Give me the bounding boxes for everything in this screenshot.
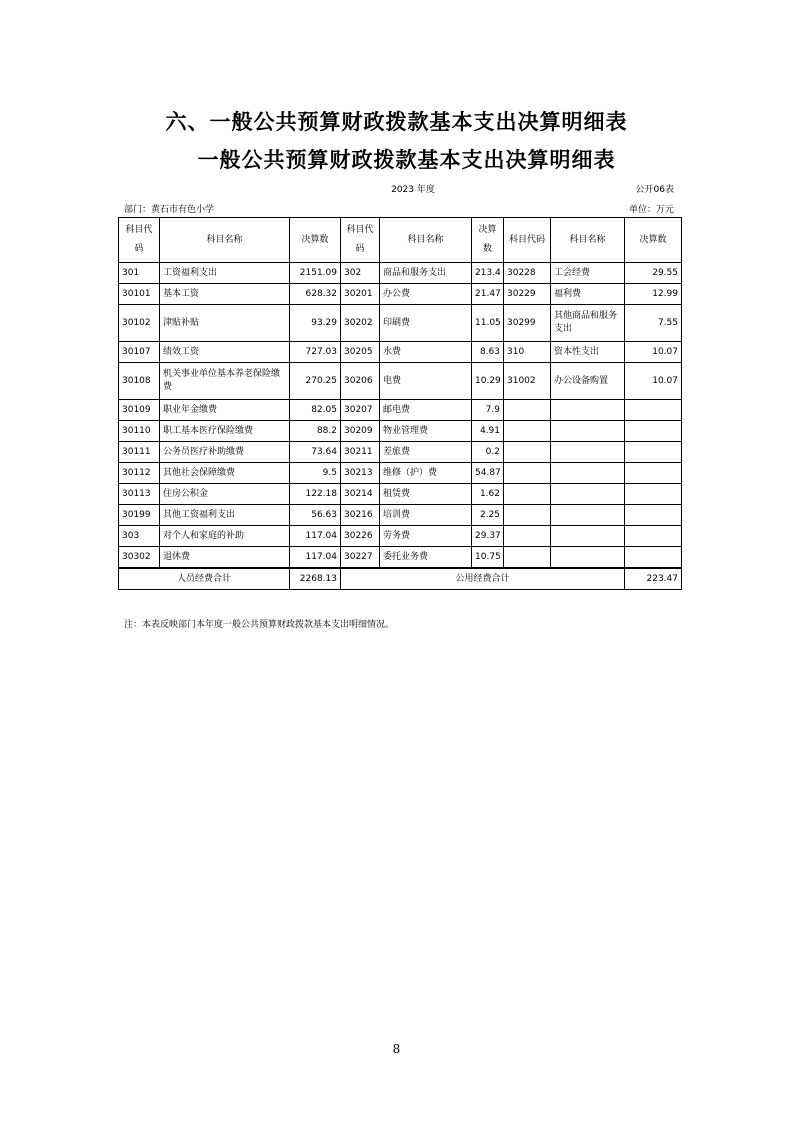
name-cell-2: 商品和服务支出	[380, 263, 472, 284]
personnel-total-value: 2268.13	[290, 568, 341, 590]
code-cell-3: 30299	[504, 305, 551, 342]
name-cell-3	[551, 526, 625, 547]
code-cell-1: 30102	[119, 305, 160, 342]
amount-cell-1: 82.05	[290, 400, 341, 421]
header-code-2: 科目代码	[341, 218, 380, 263]
amount-cell-1: 122.18	[290, 484, 341, 505]
code-cell-1: 30107	[119, 342, 160, 363]
amount-cell-1: 270.25	[290, 363, 341, 400]
code-cell-3	[504, 547, 551, 569]
amount-cell-1: 727.03	[290, 342, 341, 363]
code-cell-2: 30211	[341, 442, 380, 463]
table-row	[119, 263, 682, 284]
name-cell-3	[551, 421, 625, 442]
name-cell-2: 电费	[380, 363, 472, 400]
name-cell-1: 绩效工资	[160, 342, 290, 363]
amount-cell-3	[625, 421, 682, 442]
name-cell-2: 劳务费	[380, 526, 472, 547]
header-name-2: 科目名称	[380, 218, 472, 263]
name-cell-3	[551, 463, 625, 484]
table-row	[119, 284, 682, 305]
name-cell-1: 机关事业单位基本养老保险缴费	[160, 363, 290, 400]
code-cell-3	[504, 505, 551, 526]
name-cell-1: 公务员医疗补助缴费	[160, 442, 290, 463]
public-total-label: 公用经费合计	[341, 568, 625, 590]
code-cell-3	[504, 484, 551, 505]
expenditure-table	[118, 217, 682, 590]
code-cell-1: 303	[119, 526, 160, 547]
year-label: 2023 年度	[391, 185, 435, 195]
name-cell-1: 基本工资	[160, 284, 290, 305]
amount-cell-2: 11.05	[472, 305, 504, 342]
code-cell-1: 30199	[119, 505, 160, 526]
code-cell-2: 30227	[341, 547, 380, 569]
name-cell-2: 印刷费	[380, 305, 472, 342]
code-cell-1: 30111	[119, 442, 160, 463]
section-title: 六、一般公共预算财政拨款基本支出决算明细表	[165, 110, 628, 134]
header-amount-1: 决算数	[290, 218, 341, 263]
amount-cell-2: 54.87	[472, 463, 504, 484]
name-cell-2: 委托业务费	[380, 547, 472, 569]
code-cell-1: 30110	[119, 421, 160, 442]
amount-cell-2: 1.62	[472, 484, 504, 505]
name-cell-3: 其他商品和服务支出	[551, 305, 625, 342]
code-cell-2: 30207	[341, 400, 380, 421]
amount-cell-2: 21.47	[472, 284, 504, 305]
public-total-value: 223.47	[625, 568, 682, 590]
amount-cell-3	[625, 442, 682, 463]
amount-cell-3: 7.55	[625, 305, 682, 342]
amount-cell-1: 2151.09	[290, 263, 341, 284]
amount-cell-2: 7.9	[472, 400, 504, 421]
amount-cell-3	[625, 505, 682, 526]
amount-cell-3: 10.07	[625, 342, 682, 363]
amount-cell-3	[625, 547, 682, 569]
name-cell-2: 差旅费	[380, 442, 472, 463]
header-name-3: 科目名称	[551, 218, 625, 263]
code-cell-2: 30214	[341, 484, 380, 505]
name-cell-2: 物业管理费	[380, 421, 472, 442]
name-cell-1: 津贴补贴	[160, 305, 290, 342]
amount-cell-1: 88.2	[290, 421, 341, 442]
name-cell-3	[551, 505, 625, 526]
table-row	[119, 342, 682, 363]
table-row	[119, 442, 682, 463]
code-cell-1: 30113	[119, 484, 160, 505]
table-row	[119, 484, 682, 505]
amount-cell-3	[625, 526, 682, 547]
name-cell-2: 租赁费	[380, 484, 472, 505]
totals-row	[119, 568, 682, 590]
amount-cell-3	[625, 484, 682, 505]
name-cell-1: 职业年金缴费	[160, 400, 290, 421]
code-cell-3: 30228	[504, 263, 551, 284]
code-cell-2: 30206	[341, 363, 380, 400]
amount-cell-2: 213.4	[472, 263, 504, 284]
code-cell-3	[504, 400, 551, 421]
code-cell-2: 302	[341, 263, 380, 284]
table-row	[119, 463, 682, 484]
name-cell-1: 其他工资福利支出	[160, 505, 290, 526]
amount-cell-1: 117.04	[290, 526, 341, 547]
name-cell-2: 培训费	[380, 505, 472, 526]
code-cell-1: 30112	[119, 463, 160, 484]
code-cell-3	[504, 421, 551, 442]
table-title: 一般公共预算财政拨款基本支出决算明细表	[197, 148, 616, 172]
department-label: 部门：黄石市有色小学	[124, 205, 215, 215]
amount-cell-3	[625, 463, 682, 484]
amount-cell-3	[625, 400, 682, 421]
code-cell-3	[504, 442, 551, 463]
table-row	[119, 400, 682, 421]
footnote: 注：本表反映部门本年度一般公共预算财政拨款基本支出明细情况。	[124, 620, 395, 630]
amount-cell-2: 8.63	[472, 342, 504, 363]
name-cell-3: 工会经费	[551, 263, 625, 284]
name-cell-1: 对个人和家庭的补助	[160, 526, 290, 547]
page-number: 8	[392, 1042, 401, 1056]
name-cell-1: 退休费	[160, 547, 290, 569]
header-code-1: 科目代码	[119, 218, 160, 263]
code-cell-2: 30205	[341, 342, 380, 363]
code-cell-1: 30302	[119, 547, 160, 569]
code-cell-1: 301	[119, 263, 160, 284]
name-cell-2: 维修（护）费	[380, 463, 472, 484]
amount-cell-2: 10.29	[472, 363, 504, 400]
amount-cell-1: 93.29	[290, 305, 341, 342]
name-cell-2: 邮电费	[380, 400, 472, 421]
amount-cell-1: 73.64	[290, 442, 341, 463]
table-row	[119, 526, 682, 547]
name-cell-1: 工资福利支出	[160, 263, 290, 284]
table-row	[119, 363, 682, 400]
code-cell-2: 30202	[341, 305, 380, 342]
amount-cell-1: 628.32	[290, 284, 341, 305]
code-cell-3: 30229	[504, 284, 551, 305]
code-cell-3	[504, 463, 551, 484]
code-cell-2: 30216	[341, 505, 380, 526]
name-cell-2: 办公费	[380, 284, 472, 305]
code-cell-3	[504, 526, 551, 547]
name-cell-1: 职工基本医疗保险缴费	[160, 421, 290, 442]
header-code-3: 科目代码	[504, 218, 551, 263]
personnel-total-label: 人员经费合计	[119, 568, 290, 590]
table-row	[119, 421, 682, 442]
amount-cell-1: 117.04	[290, 547, 341, 569]
header-amount-3: 决算数	[625, 218, 682, 263]
code-cell-1: 30101	[119, 284, 160, 305]
code-cell-2: 30213	[341, 463, 380, 484]
name-cell-3: 办公设备购置	[551, 363, 625, 400]
table-row	[119, 547, 682, 569]
code-cell-2: 30226	[341, 526, 380, 547]
amount-cell-3: 12.99	[625, 284, 682, 305]
name-cell-3: 资本性支出	[551, 342, 625, 363]
code-cell-3: 310	[504, 342, 551, 363]
code-cell-2: 30201	[341, 284, 380, 305]
header-amount-2: 决算数	[472, 218, 504, 263]
amount-cell-2: 2.25	[472, 505, 504, 526]
code-cell-1: 30109	[119, 400, 160, 421]
unit-label: 单位：万元	[628, 205, 674, 215]
amount-cell-3: 29.55	[625, 263, 682, 284]
name-cell-3	[551, 400, 625, 421]
name-cell-1: 其他社会保障缴费	[160, 463, 290, 484]
table-row	[119, 505, 682, 526]
name-cell-3	[551, 547, 625, 569]
amount-cell-1: 9.5	[290, 463, 341, 484]
header-row	[119, 218, 682, 263]
amount-cell-2: 0.2	[472, 442, 504, 463]
code-cell-3: 31002	[504, 363, 551, 400]
name-cell-3	[551, 484, 625, 505]
form-number: 公开06表	[635, 185, 674, 195]
code-cell-1: 30108	[119, 363, 160, 400]
amount-cell-3: 10.07	[625, 363, 682, 400]
amount-cell-2: 29.37	[472, 526, 504, 547]
header-name-1: 科目名称	[160, 218, 290, 263]
name-cell-2: 水费	[380, 342, 472, 363]
amount-cell-2: 10.75	[472, 547, 504, 569]
name-cell-3: 福利费	[551, 284, 625, 305]
name-cell-3	[551, 442, 625, 463]
amount-cell-2: 4.91	[472, 421, 504, 442]
code-cell-2: 30209	[341, 421, 380, 442]
amount-cell-1: 56.63	[290, 505, 341, 526]
name-cell-1: 住房公积金	[160, 484, 290, 505]
table-row	[119, 305, 682, 342]
